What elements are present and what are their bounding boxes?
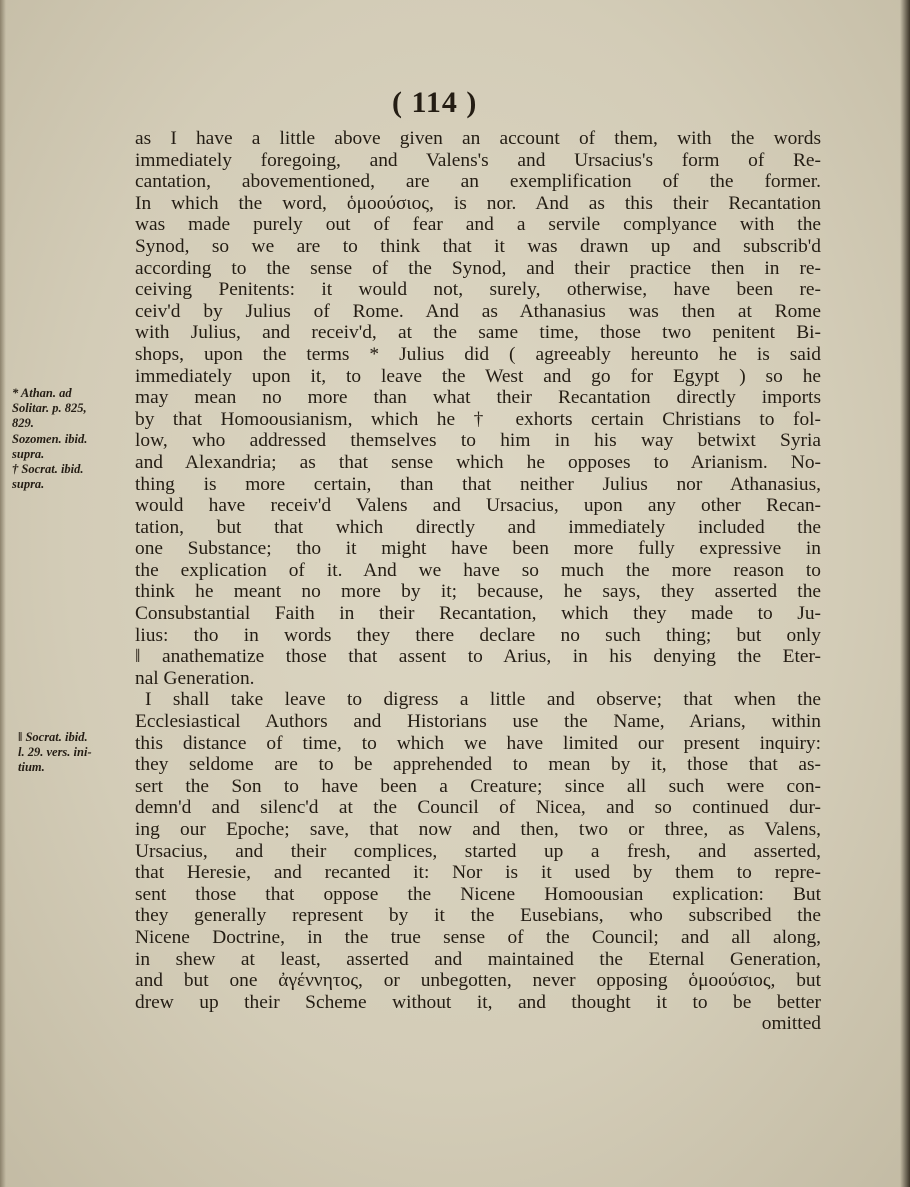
text-line: would have receiv'd Valens and Ursacius, upon any other Recan-: [135, 495, 821, 517]
text-line: immediately foregoing, and Valens's and Ursacius's form of Re-: [135, 149, 821, 171]
text-line: demn'd and silenc'd at the Council of Nicea, and so continued dur-: [135, 797, 821, 819]
text-line: as I have a little above given an account of them, with the words: [135, 128, 821, 149]
text-line: cantation, abovementioned, are an exemplification of the former.: [135, 171, 821, 193]
text-line: In which the word, ὁμοούσιος, is nor. And as this their Recantation: [135, 192, 821, 214]
text-line: ing our Epoche; save, that now and then, two or three, as Valens,: [135, 819, 821, 840]
margin-notes-upper: [12, 386, 138, 492]
text-line: nal Generation.: [135, 667, 255, 689]
page-number: ( 114 ): [392, 86, 478, 119]
margin-note: supra.: [12, 477, 45, 492]
text-line: by that Homoousianism, which he † exhorts certain Christians to fol-: [135, 408, 821, 430]
text-line: tation, but that which directly and immediately included the: [135, 516, 821, 538]
text-line: that Heresie, and recanted it: Nor is it used by them to repre-: [135, 862, 821, 884]
text-line: was made purely out of fear and a servile complyance with the: [135, 214, 821, 236]
text-line: and Alexandria; as that sense which he opposes to Arianism. No-: [135, 451, 821, 473]
text-line: Nicene Doctrine, in the true sense of the Council; and all along,: [135, 926, 821, 948]
text-line: they seldome are to be apprehended to mean by it, those that as-: [135, 754, 821, 776]
text-line: thing is more certain, than that neither Julius nor Athanasius,: [135, 473, 821, 495]
margin-note: tium.: [18, 760, 45, 775]
text-line: I shall take leave to digress a little and observe; that when the: [145, 689, 821, 711]
page-right-edge: [900, 0, 910, 1187]
text-line: one Substance; tho it might have been more fully expressive in: [135, 538, 821, 560]
text-line: ceiv'd by Julius of Rome. And as Athanasius was then at Rome: [135, 300, 821, 322]
text-line: and but one ἀγέννητος, or unbegotten, never opposing ὁμοούσιος, but: [135, 970, 821, 992]
text-line: in shew at least, asserted and maintained the Eternal Generation,: [135, 948, 821, 970]
text-line: sert the Son to have been a Creature; since all such were con-: [135, 775, 821, 797]
text-line: they generally represent by it the Eusebians, who subscribed the: [135, 905, 821, 927]
margin-note: 829.: [12, 416, 34, 431]
text-line: this distance of time, to which we have limited our present inquiry:: [135, 732, 821, 754]
margin-note: Sozomen. ibid.: [12, 431, 88, 446]
text-line: think he meant no more by it; because, he says, they asserted the: [135, 581, 821, 603]
text-line: the explication of it. And we have so much the more reason to: [135, 559, 821, 581]
text-line: sent those that oppose the Nicene Homoousian explication: But: [135, 883, 821, 905]
margin-note: supra.: [12, 446, 45, 461]
catchword: omitted: [761, 1013, 821, 1035]
margin-note: † Socrat. ibid.: [12, 462, 84, 477]
margin-note: Solitar. p. 825,: [12, 401, 87, 416]
text-line: Ecclesiastical Authors and Historians use the Name, Arians, within: [135, 711, 821, 733]
text-line: may mean no more than what their Recantation directly imports: [135, 387, 821, 409]
text-line: shops, upon the terms * Julius did ( agreeably hereunto he is said: [135, 343, 821, 365]
text-line: drew up their Scheme without it, and thought it to be better: [135, 991, 821, 1013]
text-line: Ursacius, and their complices, started up a fresh, and asserted,: [135, 840, 821, 862]
text-line: lius: tho in words they there declare no such thing; but only: [135, 624, 821, 646]
body-text: [135, 128, 821, 1035]
text-line: Synod, so we are to think that it was drawn up and subscrib'd: [135, 235, 821, 257]
margin-note: * Athan. ad: [12, 386, 72, 400]
margin-notes-lower: [18, 730, 136, 776]
text-line: ceiving Penitents: it would not, surely, otherwise, have been re-: [135, 279, 821, 301]
text-line: low, who addressed themselves to him in his way betwixt Syria: [135, 430, 821, 452]
text-line: according to the sense of the Synod, and their practice then in re-: [135, 257, 821, 279]
page-left-edge: [0, 0, 6, 1187]
text-line: Consubstantial Faith in their Recantation, which they made to Ju-: [135, 603, 821, 625]
margin-note: ‖ Socrat. ibid.: [18, 730, 88, 744]
margin-note: l. 29. vers. ini-: [18, 745, 92, 760]
text-line: ‖ anathematize those that assent to Arius, in his denying the Eter-: [135, 646, 821, 668]
text-line: immediately upon it, to leave the West and go for Egypt ) so he: [135, 365, 821, 387]
text-line: with Julius, and receiv'd, at the same time, those two penitent Bi-: [135, 322, 821, 344]
